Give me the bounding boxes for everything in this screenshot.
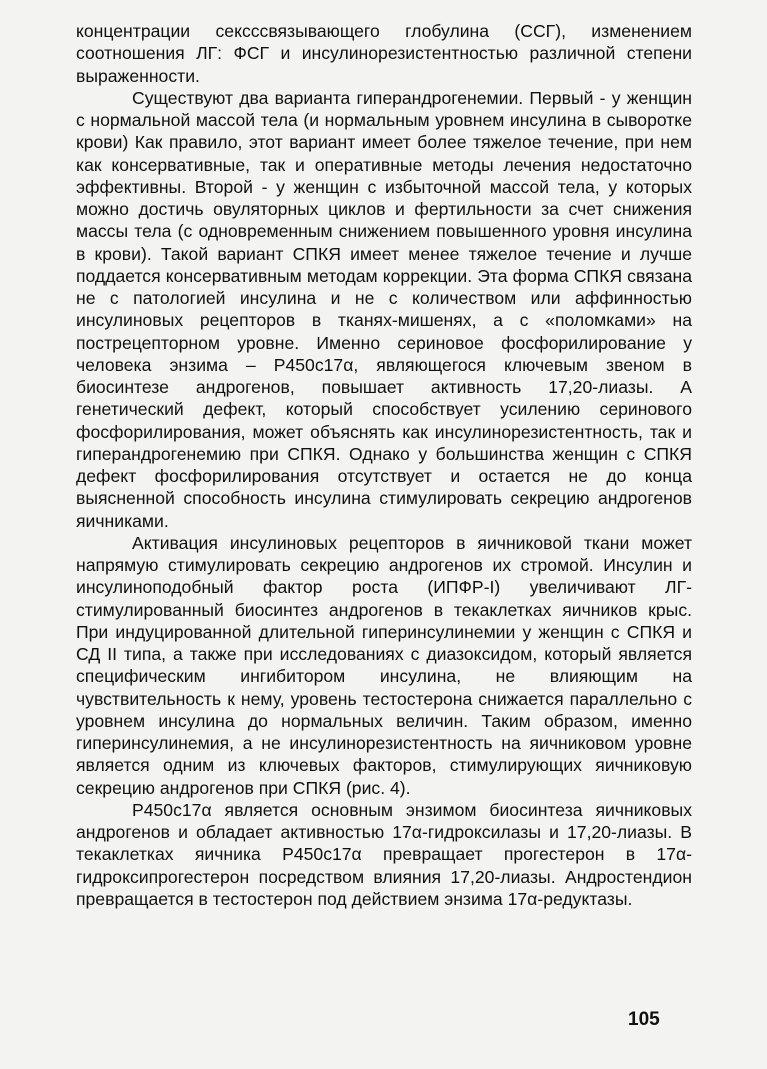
paragraph-hyperandrogenemia-variants: Существуют два варианта гиперандрогенемии. Первый - у женщин с нормальной массой тела (и нормальным уровнем инсулина в сыворотке крови) Как правило, этот вариант имеет более тяжелое течение, при нем как консервативные, так и оперативные методы лечения недостаточно эффективны. Второй - у женщин с избыточной массой тела, у которых можно достичь овуляторных циклов и фертильности за счет снижения массы тела (с одновременным снижением повышенного уровня инсулина в крови). Такой вариант СПКЯ имеет менее тяжелое течение и лучше поддается консервативным методам коррекции. Эта форма СПКЯ связана не с патологией инсулина и не с количеством или аффинностью инсулиновых рецепторов в тканях-мишенях, а с «поломками» на пострецепторном уровне. Именно сериновое фосфорилирование у человека энзима – Р450с17α, являющегося ключевым звеном в биосинтезе андрогенов, повышает активность 17,20-лиазы. А генетический дефект, который способствует усилению серинового фосфорилирования, может объяснять как инсулинорезистентность, так и гиперандрогенемию при СПКЯ. Однако у большинства женщин с СПКЯ дефект фосфорилирования отсутствует и остается не до конца выясненной способность инсулина стимулировать секрецию андрогенов яичниками. — [76, 87, 692, 531]
page-number: 105 — [628, 1009, 660, 1030]
paragraph-insulin-receptor-activation: Активация инсулиновых рецепторов в яичниковой ткани может напрямую стимулировать секрецию андрогенов их стромой. Инсулин и инсулиноподобный фактор роста (ИПФР-I) увеличивают ЛГ-стимулированный биосинтез андрогенов в текаклетках яичников крыс. При индуцированной длительной гиперинсулинемии у женщин с СПКЯ и СД II типа, а также при исследованиях с диазоксидом, который является специфическим ингибитором инсулина, не влияющим на чувствительность к нему, уровень тестостерона снижается параллельно с уровнем инсулина до нормальных величин. Таким образом, именно гиперинсулинемия, а не инсулинорезистентность на яичниковом уровне является одним из ключевых факторов, стимулирующих яичниковую секрецию андрогенов при СПКЯ (рис. 4). — [76, 532, 692, 798]
paragraph-p450c17-enzyme: Р450с17α является основным энзимом биосинтеза яичниковых андрогенов и обладает активностью 17α-гидроксилазы и 17,20-лиазы. В текаклетках яичника Р450с17α превращает прогестерон в 17α-гидроксипрогестерон посредством влияния 17,20-лиазы. Андростендион превращается в тестостерон под действием энзима 17α-редуктазы. — [76, 799, 692, 909]
body-text — [76, 20, 692, 910]
paragraph-continued: концентрации сексссвязывающего глобулина (ССГ), изменением соотношения ЛГ: ФСГ и инсулинорезистентностью различной степени выраженности. — [76, 21, 692, 86]
